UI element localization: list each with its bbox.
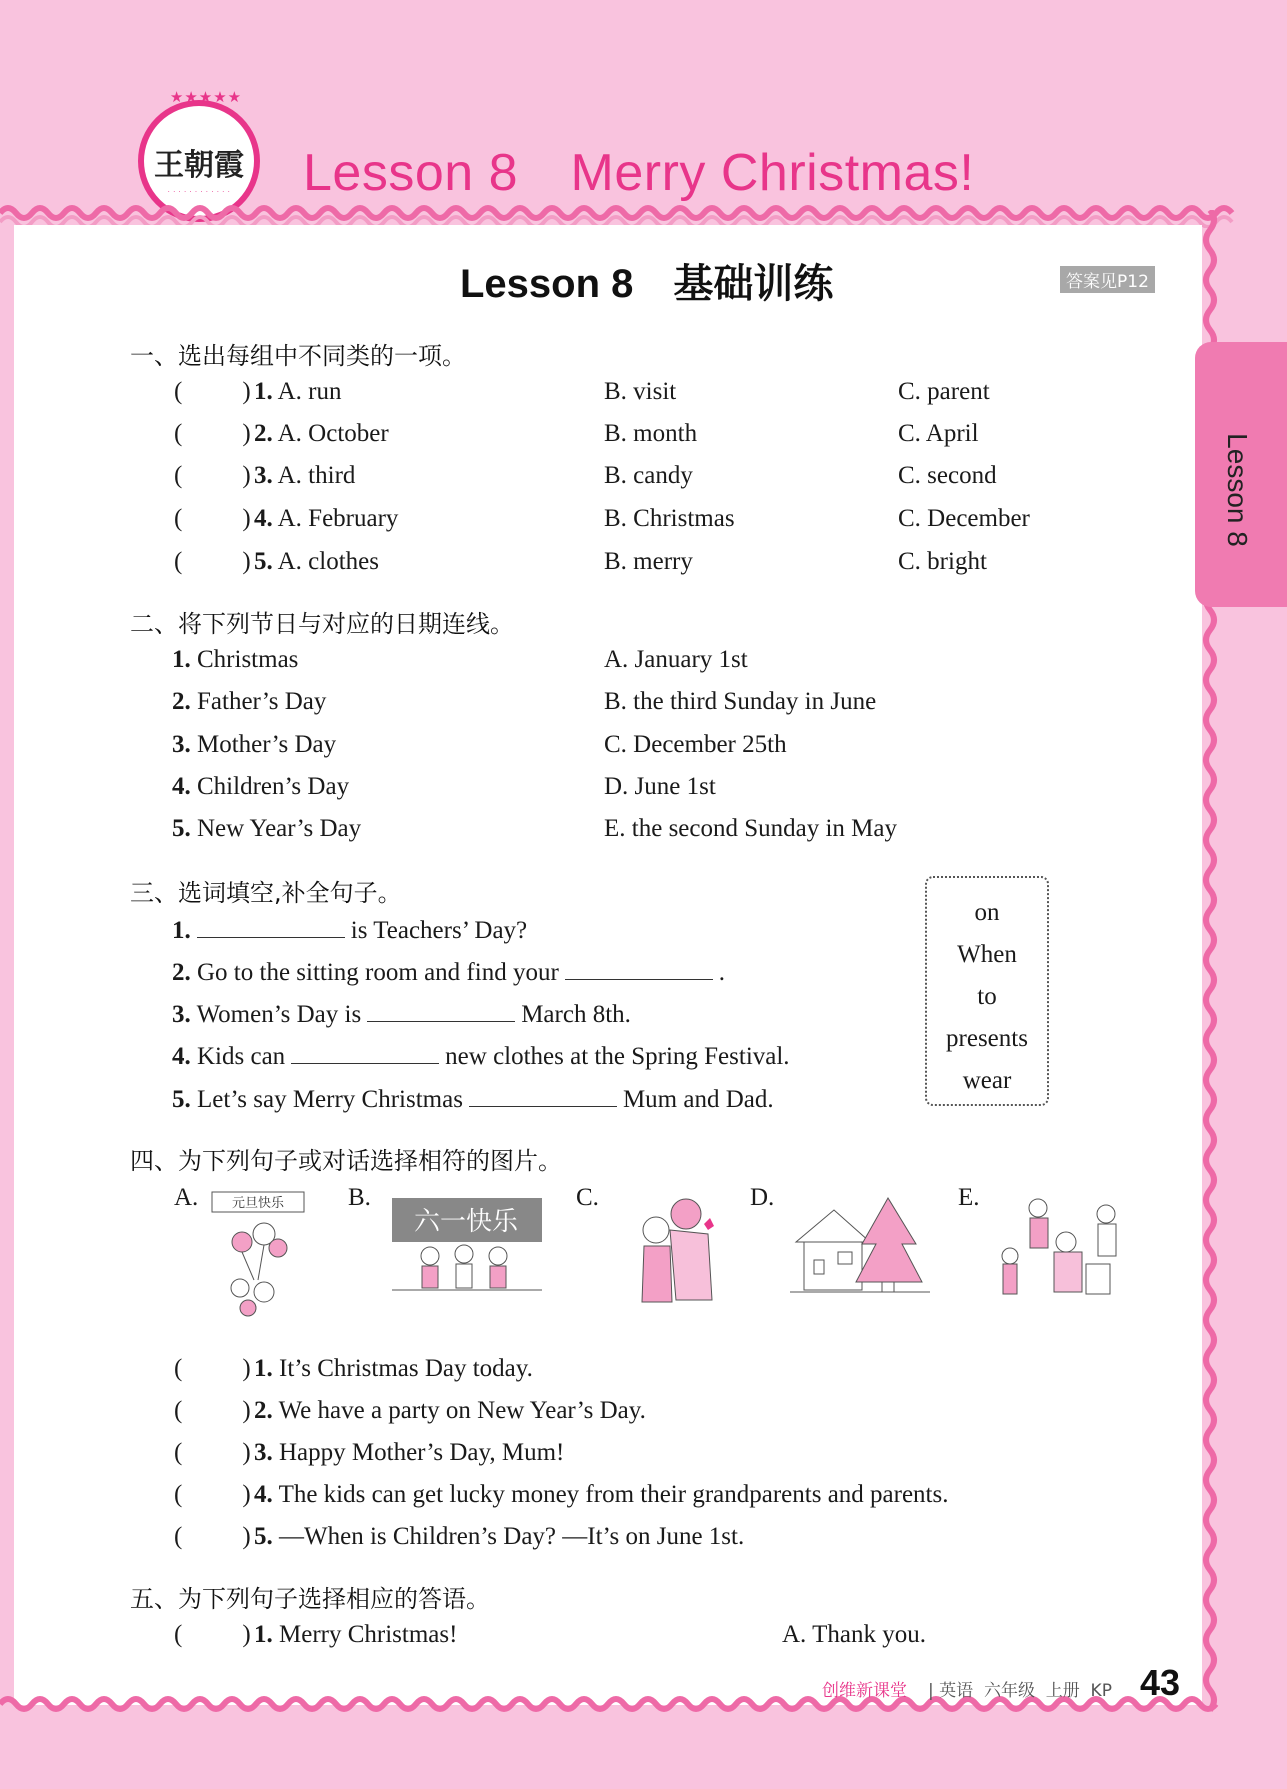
part2-date-d[interactable]: D. June 1st (604, 773, 716, 800)
part3-item-1: 1. is Teachers’ Day? (172, 917, 528, 944)
part1-item-1: 1. A. run (254, 378, 342, 405)
lesson-title: Lesson 8 Merry Christmas! (303, 144, 975, 202)
part5-item-1: 1. Merry Christmas! (254, 1621, 458, 1648)
picture-b-caption: 六一快乐 (413, 1207, 519, 1237)
picture-label-e: E. (958, 1184, 980, 1211)
picture-label-c: C. (576, 1184, 599, 1211)
page-title: Lesson 8 基础训练 (460, 262, 834, 306)
part1-option-b: B. month (604, 420, 698, 447)
answer-paren[interactable]: ( ) (174, 378, 251, 405)
part2-date-c[interactable]: C. December 25th (604, 731, 787, 758)
part2-holiday-3[interactable]: 3. Mother’s Day (172, 731, 337, 758)
answer-paren[interactable]: ( ) (174, 462, 251, 489)
part3-item-4: 4. Kids can new clothes at the Spring Festival. (172, 1043, 790, 1070)
picture-childrens-day (390, 1196, 545, 1301)
part4-item-5: 5. —When is Children’s Day? —It’s on June 1st. (254, 1523, 745, 1550)
word-bank-item: When (957, 941, 1017, 968)
part1-option-b: B. merry (604, 548, 693, 575)
page-number: 43 (1140, 1662, 1181, 1703)
answer-paren[interactable]: ( ) (174, 1481, 251, 1508)
part2-date-e[interactable]: E. the second Sunday in May (604, 815, 898, 842)
part4-item-1: 1. It’s Christmas Day today. (254, 1355, 533, 1382)
part2-holiday-1[interactable]: 1. Christmas (172, 646, 299, 673)
part1-option-c: C. second (898, 462, 997, 489)
part2-holiday-4[interactable]: 4. Children’s Day (172, 773, 350, 800)
footer-book-info: | 英语 六年级 上册 KP (928, 1681, 1112, 1701)
part1-option-b: B. Christmas (604, 505, 735, 532)
part2-holiday-5[interactable]: 5. New Year’s Day (172, 815, 362, 842)
part1-option-c: C. December (898, 505, 1030, 532)
picture-new-year (208, 1190, 308, 1320)
answer-paren[interactable]: ( ) (174, 1397, 251, 1424)
part3-heading: 三、选词填空,补全句子。 (130, 879, 402, 907)
picture-label-d: D. (750, 1184, 775, 1211)
part4-item-4: 4. The kids can get lucky money from their grandparents and parents. (254, 1481, 949, 1508)
fill-blank[interactable] (197, 915, 345, 938)
part1-option-b: B. candy (604, 462, 693, 489)
footer-brand: 创维新课堂 (822, 1681, 907, 1701)
part2-holiday-2[interactable]: 2. Father’s Day (172, 688, 327, 715)
part1-option-c: C. April (898, 420, 979, 447)
part2-heading: 二、将下列节日与对应的日期连线。 (130, 610, 514, 638)
word-bank-item: on (974, 899, 1000, 926)
word-bank-item: to (977, 983, 997, 1010)
part4-heading: 四、为下列句子或对话选择相符的图片。 (130, 1147, 562, 1175)
picture-label-b: B. (348, 1184, 371, 1211)
wavy-border-top (0, 198, 1287, 228)
fill-blank[interactable] (565, 957, 713, 980)
fill-blank[interactable] (367, 999, 515, 1022)
part1-option-c: C. parent (898, 378, 990, 405)
fill-blank[interactable] (291, 1041, 439, 1064)
part1-item-4: 4. A. February (254, 505, 399, 532)
part3-item-5: 5. Let’s say Merry Christmas Mum and Dad. (172, 1086, 774, 1113)
logo-subtext: · · · · · · · · · · · · (167, 188, 231, 196)
answer-paren[interactable]: ( ) (174, 1523, 251, 1550)
picture-a-caption: 元旦快乐 (231, 1196, 285, 1211)
part2-date-b[interactable]: B. the third Sunday in June (604, 688, 877, 715)
word-bank (925, 876, 1049, 1106)
part1-item-5: 5. A. clothes (254, 548, 379, 575)
answer-paren[interactable]: ( ) (174, 1355, 251, 1382)
answer-paren[interactable]: ( ) (174, 505, 251, 532)
picture-spring-festival (994, 1192, 1124, 1307)
side-tab-label: Lesson 8 (1222, 433, 1253, 547)
part2-date-a[interactable]: A. January 1st (604, 646, 748, 673)
part1-option-b: B. visit (604, 378, 677, 405)
logo-stars: ★★★★★ (169, 88, 243, 106)
part1-item-3: 3. A. third (254, 462, 356, 489)
logo-text: 王朝霞 (154, 148, 244, 183)
part1-heading: 一、选出每组中不同类的一项。 (130, 342, 466, 370)
part4-item-3: 3. Happy Mother’s Day, Mum! (254, 1439, 565, 1466)
picture-christmas (790, 1192, 930, 1302)
part3-item-3: 3. Women’s Day is March 8th. (172, 1001, 631, 1028)
picture-label-a: A. (174, 1184, 199, 1211)
answer-paren[interactable]: ( ) (174, 1439, 251, 1466)
part3-item-2: 2. Go to the sitting room and find your . (172, 959, 726, 986)
answer-paren[interactable]: ( ) (174, 420, 251, 447)
part4-item-2: 2. We have a party on New Year’s Day. (254, 1397, 646, 1424)
part5-heading: 五、为下列句子选择相应的答语。 (130, 1585, 490, 1613)
picture-mothers-day (620, 1190, 720, 1310)
word-bank-item: presents (946, 1025, 1028, 1052)
answer-reference-badge: 答案见P12 (1060, 266, 1155, 293)
word-bank-item: wear (962, 1067, 1012, 1094)
answer-paren[interactable]: ( ) (174, 548, 251, 575)
fill-blank[interactable] (469, 1084, 617, 1107)
part1-option-c: C. bright (898, 548, 987, 575)
part1-item-2: 2. A. October (254, 420, 389, 447)
part5-answer-a: A. Thank you. (782, 1621, 926, 1648)
answer-paren[interactable]: ( ) (174, 1621, 251, 1648)
